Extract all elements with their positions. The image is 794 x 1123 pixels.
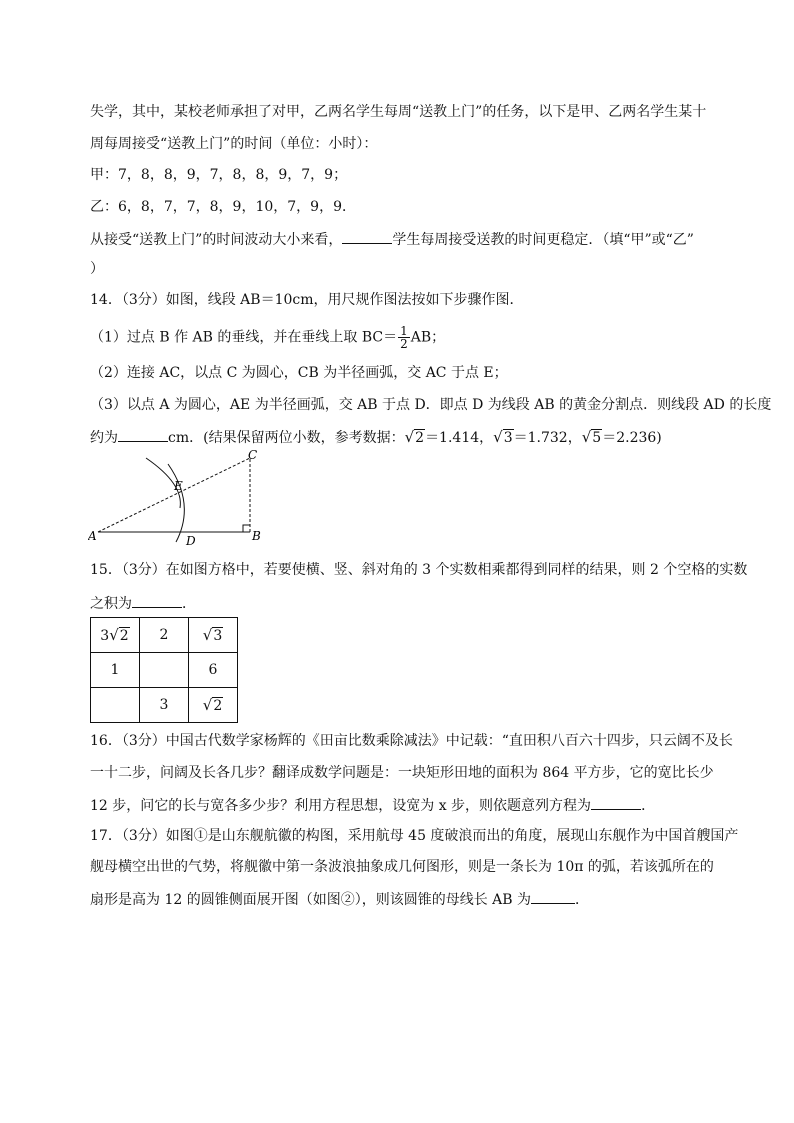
p16-line1: 16．（3分）中国古代数学家杨辉的《田亩比数乘除减法》中记载：“直田积八百六十四步，只云阔不及长 [90,733,733,749]
grid-row [91,618,238,653]
p16-line3-end: ． [641,798,656,814]
grid-cell: 3√2 [91,618,140,653]
grid-cell-blank[interactable] [140,653,189,688]
answer-blank[interactable] [132,593,182,608]
p17-line3-end: ． [575,892,590,908]
label-e: E [174,479,183,493]
p13-line1: 失学，其中，某校老师承担了对甲，乙两名学生每周“送教上门”的任务，以下是甲、乙两名学生某十 [90,104,707,120]
p13-question-text-b: 学生每周接受送教的时间更稳定．（填“甲”或“乙” [392,232,694,248]
p17-line3-text: 扇形是高为 12 的圆锥侧面展开图（如图②），则该圆锥的母线长 AB 为 [90,892,532,908]
sqrt3: √3 [493,428,513,446]
segment-ac [98,458,250,532]
p14-step1-text-b: AB； [410,329,446,346]
answer-blank[interactable] [118,427,168,442]
grid-row [91,688,238,723]
p13-question-close: ） [90,261,104,277]
sqrt5-value: ＝2.236) [602,430,662,446]
p17-line2: 舰母横空出世的气势，将舰徽中第一条波浪抽象成几何图形，则是一条长为 10π 的弧，若该弧所在的 [90,859,714,875]
p13-data-jia: 甲：7，8，8，9，7，8，8，9，7，9； [90,167,348,183]
p15-line2 [90,593,196,613]
p14-step3: （3）以点 A 为圆心，AE 为半径画弧，交 AB 于点 D．即点 D 为线段 AB 的黄金分割点．则线段 AD 的长度 [90,397,772,413]
sqrt5: √5 [581,428,602,446]
geometry-figure [88,446,278,546]
grid-cell: 6 [189,653,238,688]
grid-cell-blank[interactable] [91,688,140,723]
answer-blank[interactable] [591,795,641,810]
p14-line5-text-b: cm．(结果保留两位小数，参考数据： [168,430,405,446]
p15-stem: 15．（3分）在如图方格中，若要使横、竖、斜对角的 3 个实数相乘都得到同样的结果，则 2 个空格的实数 [90,562,748,578]
p14-stem: 14．（3分）如图，线段 AB＝10cm，用尺规作图法按如下步骤作图． [90,292,524,308]
grid-cell: √2 [189,688,238,723]
p16-line3-text: 12 步，问它的长与宽各多少步？利用方程思想，设宽为 x 步，则依题意列方程为 [90,798,592,814]
sqrt2: √2 [404,428,425,446]
grid-row [91,653,238,688]
sqrt2-value: ＝1.414， [425,430,494,446]
p13-question-text-a: 从接受“送教上门”的时间波动大小来看， [90,232,343,248]
p13-data-yi: 乙：6，8，7，7，8，9，10，7，9，9． [90,199,356,215]
label-c: C [248,448,258,462]
label-b: B [252,529,261,543]
p13-line2: 周每周接受“送教上门”的时间（单位：小时）： [90,136,378,152]
fraction [398,325,410,350]
grid-cell: 1 [91,653,140,688]
fraction-denominator: 2 [400,337,408,351]
p17-line1: 17．（3分）如图①是山东舰航徽的构图，采用航母 45 度破浪而出的角度，展现山东舰作为中国首艘国产 [90,828,739,844]
label-d: D [186,534,196,546]
answer-blank[interactable] [342,229,392,244]
p15-line2-end: ． [182,596,196,612]
arc-center-a [168,464,184,542]
right-angle-mark [243,525,250,532]
answer-blank[interactable] [531,889,575,904]
label-a: A [88,529,97,543]
fraction-numerator: 1 [400,324,408,338]
p14-line5 [90,427,662,447]
p16-line2: 一十二步，问阔及长各几步？翻译成数学问题是：一块矩形田地的面积为 864 平方步，它的宽比长少 [90,765,714,781]
grid-cell: √3 [189,618,238,653]
p14-line5-text-a: 约为 [90,430,118,446]
p14-step1 [90,325,445,350]
grid-cell: 2 [140,618,189,653]
p16-line3 [90,795,655,815]
number-grid [90,617,238,723]
grid-cell: 3 [140,688,189,723]
p13-question [90,229,694,249]
p14-step1-text-a: （1）过点 B 作 AB 的垂线，并在垂线上取 BC＝ [90,329,398,346]
p15-line2-text: 之积为 [90,596,132,612]
p17-line3 [90,889,589,909]
sqrt3-value: ＝1.732， [513,430,582,446]
p14-step2: （2）连接 AC，以点 C 为圆心，CB 为半径画弧，交 AC 于点 E； [90,365,508,381]
